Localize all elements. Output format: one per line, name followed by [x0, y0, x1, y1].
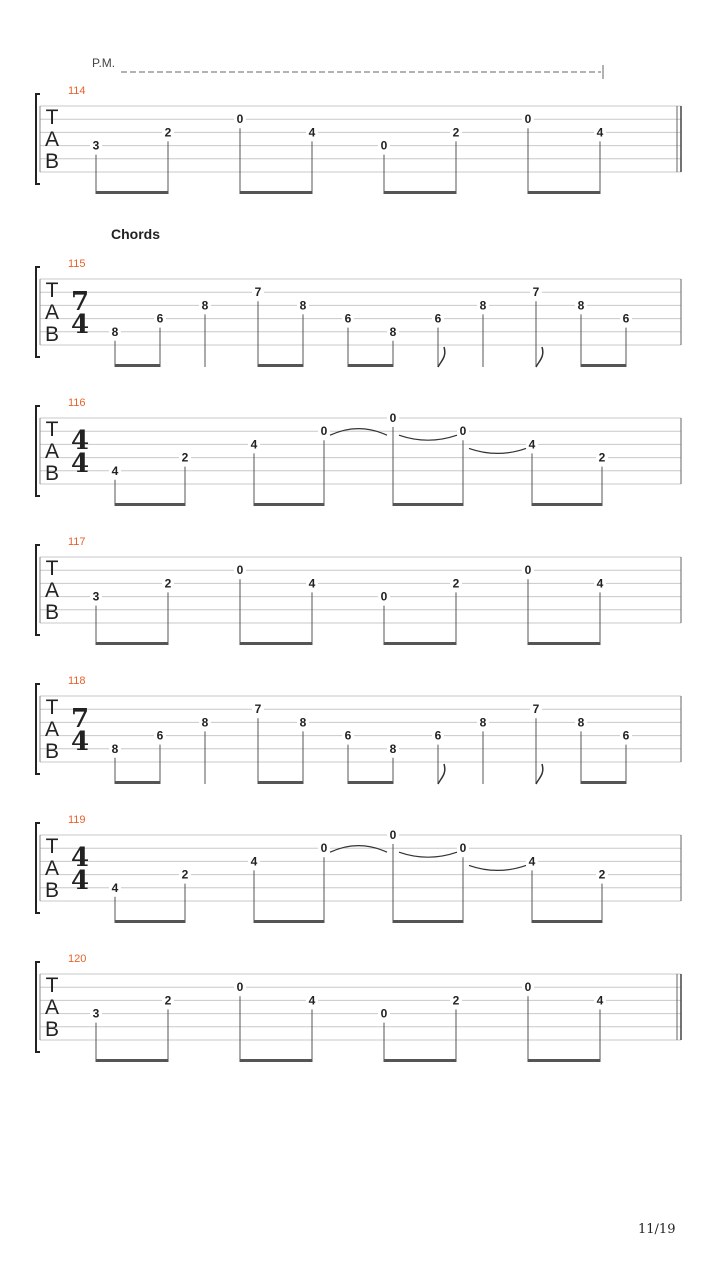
fret-number: 0	[524, 980, 532, 995]
fret-number: 4	[308, 576, 316, 591]
fret-number: 7	[254, 702, 262, 717]
fret-number: 4	[250, 854, 258, 869]
fret-number: 7	[532, 702, 540, 717]
fret-number: 6	[344, 728, 352, 743]
measure-number: 115	[68, 258, 86, 270]
note-beam	[240, 642, 312, 645]
fret-number: 8	[577, 298, 585, 313]
fret-number: 8	[577, 715, 585, 730]
system-bracket	[36, 823, 40, 913]
tab-clef-letter: B	[44, 601, 60, 624]
tab-system-117	[36, 536, 681, 645]
tie-arc	[469, 865, 526, 870]
fret-number: 4	[528, 854, 536, 869]
fret-number: 0	[524, 563, 532, 578]
palm-mute-label: P.M.	[92, 56, 116, 70]
time-signature-top: 4	[70, 843, 90, 873]
tab-clef-letter: B	[44, 879, 60, 902]
tab-clef-letter: B	[44, 150, 60, 173]
tab-system-115	[36, 258, 681, 367]
tab-clef-letter: A	[44, 440, 60, 463]
note-beam	[258, 781, 303, 784]
fret-number: 8	[479, 715, 487, 730]
fret-number: 2	[164, 125, 172, 140]
tab-clef-letter: T	[45, 106, 59, 129]
fret-number: 0	[236, 563, 244, 578]
tab-clef-letter: A	[44, 579, 60, 602]
fret-number: 3	[92, 589, 100, 604]
fret-number: 2	[452, 125, 460, 140]
fret-number: 4	[250, 437, 258, 452]
fret-number: 0	[389, 411, 397, 425]
tab-clef-letter: B	[44, 1018, 60, 1041]
fret-number: 4	[528, 437, 536, 452]
fret-number: 8	[201, 715, 209, 730]
fret-number: 4	[596, 125, 604, 140]
tie-arc	[330, 846, 387, 853]
fret-number: 4	[111, 463, 119, 478]
note-beam	[240, 191, 312, 194]
note-beam	[384, 191, 456, 194]
fret-number: 0	[380, 138, 388, 153]
note-beam	[532, 503, 602, 506]
fret-number: 6	[156, 728, 164, 743]
fret-number: 8	[201, 298, 209, 313]
tab-clef-letter: A	[44, 718, 60, 741]
tie-arc	[399, 435, 457, 440]
system-bracket	[36, 545, 40, 635]
fret-number: 2	[598, 450, 606, 465]
fret-number: 0	[320, 424, 328, 439]
fret-number: 0	[380, 1006, 388, 1021]
fret-number: 3	[92, 138, 100, 153]
fret-number: 0	[236, 112, 244, 127]
note-beam	[96, 191, 168, 194]
page-number: 11/19	[638, 1222, 676, 1237]
note-beam	[115, 364, 160, 367]
tab-clef-letter: T	[45, 279, 59, 302]
fret-number: 6	[434, 311, 442, 326]
system-bracket	[36, 267, 40, 357]
note-beam	[240, 1059, 312, 1062]
time-signature-bottom: 4	[70, 310, 90, 340]
fret-number: 4	[308, 993, 316, 1008]
fret-number: 4	[596, 576, 604, 591]
tie-arc	[399, 852, 457, 857]
fret-number: 0	[236, 980, 244, 995]
fret-number: 6	[622, 311, 630, 326]
tab-clef-letter: B	[44, 740, 60, 763]
tab-clef-letter: B	[44, 462, 60, 485]
section-label: Chords	[111, 226, 160, 242]
time-signature-bottom: 4	[70, 727, 90, 757]
time-signature-bottom: 4	[70, 449, 90, 479]
note-beam	[528, 642, 600, 645]
fret-number: 8	[111, 741, 119, 756]
fret-number: 0	[389, 828, 397, 842]
system-bracket	[36, 94, 40, 184]
note-flag	[438, 764, 445, 784]
fret-number: 8	[389, 324, 397, 339]
fret-number: 2	[452, 576, 460, 591]
fret-number: 8	[299, 298, 307, 313]
tab-clef-letter: A	[44, 857, 60, 880]
fret-number: 8	[111, 324, 119, 339]
fret-number: 6	[344, 311, 352, 326]
time-signature-top: 7	[70, 287, 90, 317]
tab-clef-letter: T	[45, 974, 59, 997]
fret-number: 6	[622, 728, 630, 743]
note-flag	[438, 347, 445, 367]
tie-arc	[330, 429, 387, 436]
note-flag	[536, 347, 543, 367]
fret-number: 8	[389, 741, 397, 756]
note-beam	[115, 920, 185, 923]
fret-number: 4	[308, 125, 316, 140]
note-flag	[536, 764, 543, 784]
note-beam	[96, 642, 168, 645]
fret-number: 0	[459, 424, 467, 439]
system-bracket	[36, 684, 40, 774]
note-beam	[254, 920, 324, 923]
note-beam	[96, 1059, 168, 1062]
tab-clef-letter: A	[44, 996, 60, 1019]
measure-number: 117	[68, 536, 86, 548]
tab-system-116	[36, 397, 681, 506]
time-signature-top: 7	[70, 704, 90, 734]
note-beam	[384, 642, 456, 645]
measure-number: 120	[68, 953, 87, 965]
note-beam	[528, 1059, 600, 1062]
note-beam	[581, 364, 626, 367]
fret-number: 2	[181, 450, 189, 465]
note-beam	[581, 781, 626, 784]
note-beam	[384, 1059, 456, 1062]
tab-clef-letter: T	[45, 557, 59, 580]
time-signature-bottom: 4	[70, 866, 90, 896]
note-beam	[393, 920, 463, 923]
fret-number: 3	[92, 1006, 100, 1021]
tab-clef-letter: A	[44, 301, 60, 324]
tab-clef-letter: T	[45, 696, 59, 719]
fret-number: 8	[299, 715, 307, 730]
fret-number: 8	[479, 298, 487, 313]
note-beam	[348, 364, 393, 367]
fret-number: 2	[452, 993, 460, 1008]
note-beam	[115, 781, 160, 784]
note-beam	[528, 191, 600, 194]
measure-number: 118	[68, 675, 86, 687]
tab-clef-letter: T	[45, 418, 59, 441]
fret-number: 7	[254, 285, 262, 300]
tab-clef-letter: T	[45, 835, 59, 858]
fret-number: 0	[524, 112, 532, 127]
tab-system-120	[36, 953, 681, 1062]
fret-number: 2	[164, 993, 172, 1008]
fret-number: 6	[434, 728, 442, 743]
note-beam	[258, 364, 303, 367]
tab-system-118	[36, 675, 681, 784]
fret-number: 0	[459, 841, 467, 856]
tab-clef-letter: B	[44, 323, 60, 346]
fret-number: 6	[156, 311, 164, 326]
fret-number: 2	[164, 576, 172, 591]
fret-number: 4	[596, 993, 604, 1008]
fret-number: 4	[111, 880, 119, 895]
measure-number: 114	[68, 85, 86, 97]
time-signature-top: 4	[70, 426, 90, 456]
note-beam	[393, 503, 463, 506]
tie-arc	[469, 448, 526, 453]
measure-number: 119	[68, 814, 86, 826]
system-bracket	[36, 406, 40, 496]
note-beam	[115, 503, 185, 506]
tab-clef-letter: A	[44, 128, 60, 151]
measure-number: 116	[68, 397, 86, 409]
note-beam	[532, 920, 602, 923]
note-beam	[254, 503, 324, 506]
fret-number: 7	[532, 285, 540, 300]
fret-number: 2	[181, 867, 189, 882]
tab-system-119	[36, 814, 681, 923]
fret-number: 2	[598, 867, 606, 882]
tab-system-114	[36, 85, 681, 194]
fret-number: 0	[380, 589, 388, 604]
note-beam	[348, 781, 393, 784]
fret-number: 0	[320, 841, 328, 856]
system-bracket	[36, 962, 40, 1052]
